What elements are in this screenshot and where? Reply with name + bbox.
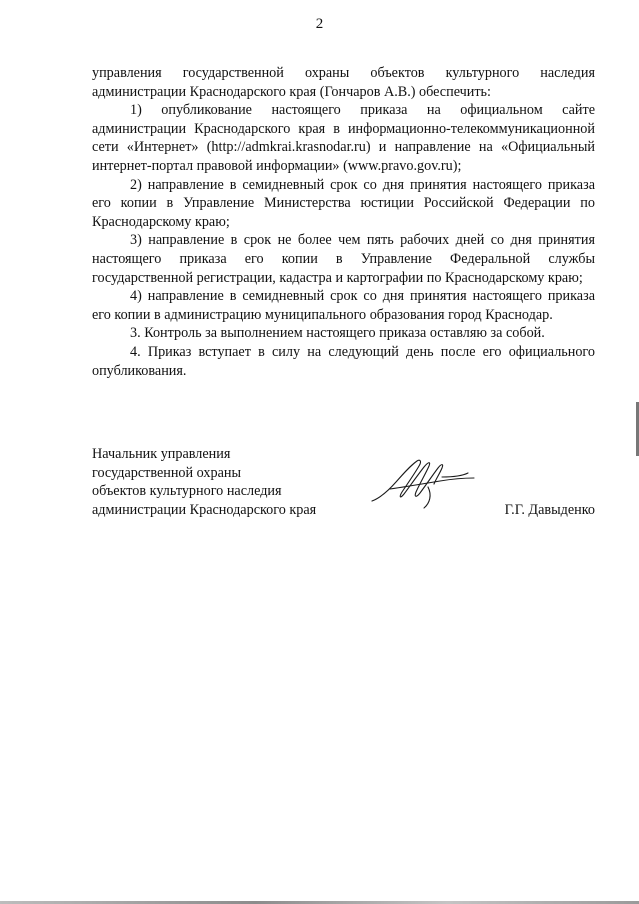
signature-block xyxy=(92,445,595,525)
document-body xyxy=(92,64,595,380)
paragraph-clause-3-control: 3. Контроль за выполнением настоящего приказа оставляю за собой. xyxy=(130,325,545,342)
paragraph-item-1-publication: 1) опубликование настоящего приказа на официальном сайте администрации Краснодарского края в информационно-телекоммуникационной сети «Интернет» (http://admkrai.krasnodar.ru) и направление на «Официальный интернет-портал правовой информации» (www.pravo.gov.ru); xyxy=(92,102,595,174)
paragraph-responsible-unit: управления государственной охраны объектов культурного наследия администрации Краснодарского края (Гончаров А.В.) обеспечить: xyxy=(92,65,595,100)
signer-title xyxy=(92,445,352,519)
signer-title-line: Начальник управления xyxy=(92,446,231,462)
paragraph-item-2-ministry-of-justice: 2) направление в семидневный срок со дня принятия настоящего приказа его копии в Управление Министерства юстиции Российской Федерации по Краснодарскому краю; xyxy=(92,176,595,230)
paragraph-item-3-rosreestr: 3) направление в срок не более чем пять рабочих дней со дня принятия настоящего приказа его копии в Управление Федеральной службы государственной регистрации, кадастра и картографии по Краснодарскому краю; xyxy=(92,232,595,286)
page-number: 2 xyxy=(315,16,324,32)
handwritten-signature xyxy=(370,451,490,511)
signer-title-line: объектов культурного наследия xyxy=(92,483,282,500)
paragraph-clause-4-entry-into-force: 4. Приказ вступает в силу на следующий день после его официального опубликования. xyxy=(92,343,595,379)
signer-title-line: государственной охраны xyxy=(92,464,242,481)
paragraph-item-4-municipal-administration: 4) направление в семидневный срок со дня принятия настоящего приказа его копии в администрацию муниципального образования город Краснодар. xyxy=(92,288,595,323)
signer-title-line: администрации Краснодарского края xyxy=(92,501,317,518)
signer-name: Г.Г. Давыденко xyxy=(504,501,595,518)
